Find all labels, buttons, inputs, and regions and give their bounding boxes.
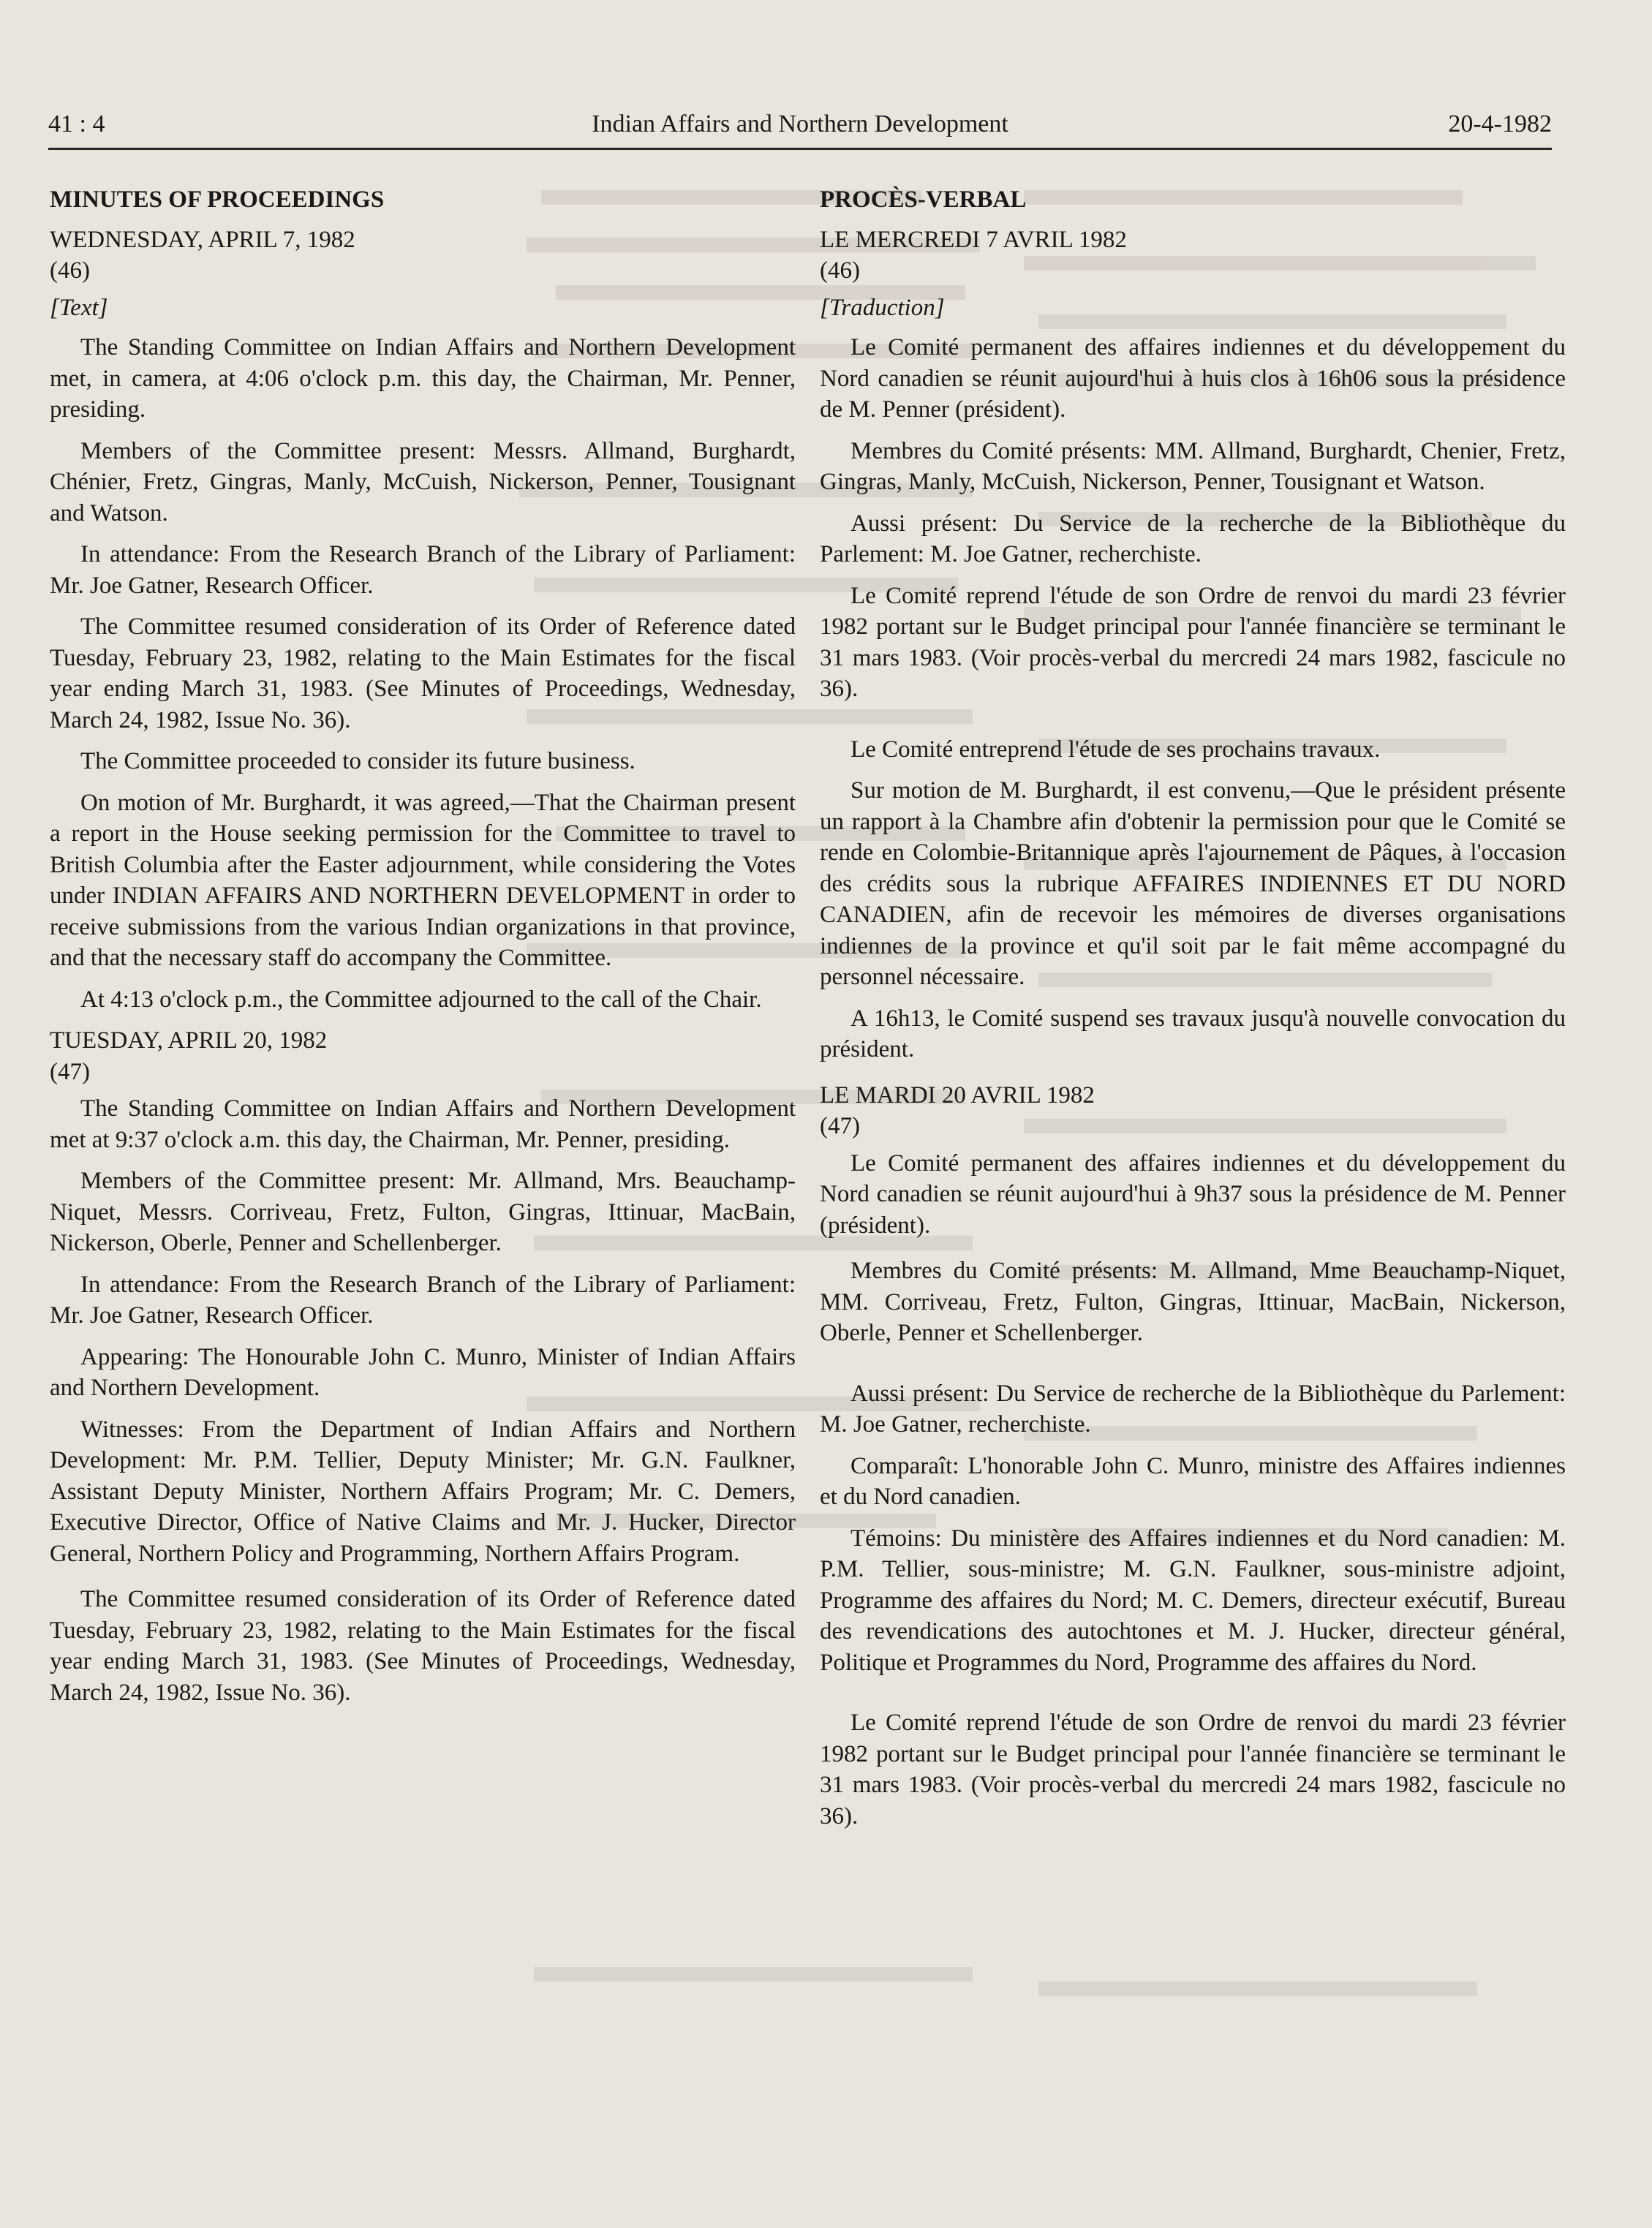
members-present: Members of the Committee present: Mr. Allmand, Mrs. Beauchamp-Niquet, Messrs. Corriveau, Fretz, Fulton, Gingras, Ittinuar, MacBain, Nickerson, Oberle, Penner and Schellenberger.	[50, 1168, 796, 1256]
order-of-reference-paragraph: The Committee resumed consideration of its Order of Reference dated Tuesday, February 23, 1982, relating to the Main Estimates for the fiscal year ending March 31, 1983. (See Minutes of Proceedings, Wednesday, March 24, 1982, Issue No. 36).	[50, 613, 796, 733]
sitting-date: WEDNESDAY, APRIL 7, 1982	[50, 226, 355, 253]
adjournment-paragraph: At 4:13 o'clock p.m., the Committee adjourned to the call of the Chair.	[80, 986, 762, 1013]
section-heading: PROCÈS-VERBAL	[820, 186, 1027, 213]
sitting-date: TUESDAY, APRIL 20, 1982	[50, 1027, 328, 1054]
witnesses: Witnesses: From the Department of Indian Affairs and Northern Development: Mr. P.M. Tellier, Deputy Minister; Mr. G.N. Faulkner, Assistant Deputy Minister, Northern Affairs Program; Mr. C. Demers, Executive Director, Office of Native Claims and Mr. J. Hucker, Director General, Northern Policy and Programming, Northern Affairs Program.	[50, 1416, 796, 1567]
future-business-paragraph: Le Comité entreprend l'étude de ses prochains travaux.	[850, 736, 1381, 763]
running-title: Indian Affairs and Northern Development	[592, 110, 1008, 137]
text-label: [Traduction]	[820, 294, 945, 321]
future-business-paragraph: The Committee proceeded to consider its future business.	[80, 748, 635, 774]
french-column	[820, 184, 1566, 1842]
meeting-paragraph: The Standing Committee on Indian Affairs and Northern Development met at 9:37 o'clock a.m. this day, the Chairman, Mr. Penner, presiding.	[50, 1095, 796, 1153]
sitting-number: (47)	[50, 1058, 90, 1085]
sitting-number: (46)	[50, 257, 90, 284]
meeting-paragraph: Le Comité permanent des affaires indiennes et du développement du Nord canadien se réunit aujourd'hui à 9h37 sous la présidence de M. Penner (président).	[820, 1149, 1566, 1239]
sitting-date: LE MERCREDI 7 AVRIL 1982	[820, 226, 1127, 253]
english-column	[50, 184, 796, 1718]
sitting-number: (47)	[820, 1113, 860, 1139]
motion-paragraph: Sur motion de M. Burghardt, il est convenu,—Que le président présente un rapport à la Chambre afin d'obtenir la permission pour que le Comité se rende en Colombie-Britannique après l'ajournement de Pâques, à l'occasion des crédits sous la rubrique AFFAIRES INDIENNES ET DU NORD CANADIEN, afin de recevoir les mémoires de diverses organisations indiennes de la province et qu'il soit par le fait même accompagné du personnel nécessaire.	[820, 777, 1566, 990]
adjournment-paragraph: A 16h13, le Comité suspend ses travaux jusqu'à nouvelle convocation du président.	[820, 1005, 1566, 1062]
section-heading: MINUTES OF PROCEEDINGS	[50, 186, 385, 213]
witnesses: Témoins: Du ministère des Affaires indiennes et du Nord canadien: M. P.M. Tellier, sous-ministre; M. G.N. Faulkner, sous-ministre adjoint, Programme des affaires du Nord; M. C. Demers, directeur exécutif, Bureau des revendications des autochtones et M. J. Hucker, directeur général, Politique et Programmes du Nord, Programme des affaires du Nord.	[820, 1525, 1566, 1676]
motion-paragraph: On motion of Mr. Burghardt, it was agreed,—That the Chairman present a report in the House seeking permission for the Committee to travel to British Columbia after the Easter adjournment, while considering the Votes under INDIAN AFFAIRS AND NORTHERN DEVELOPMENT in order to receive submissions from the various Indian organizations in that province, and that the necessary staff do accompany the Committee.	[50, 789, 796, 971]
order-of-reference-paragraph: Le Comité reprend l'étude de son Ordre de renvoi du mardi 23 février 1982 portant sur le Budget principal pour l'année financière se terminant le 31 mars 1983. (Voir procès-verbal du mercredi 24 mars 1982, fascicule no 36).	[820, 1710, 1566, 1829]
page-number: 41 : 4	[48, 110, 105, 137]
appearing: Comparaît: L'honorable John C. Munro, ministre des Affaires indiennes et du Nord canadien.	[820, 1452, 1566, 1510]
members-present: Members of the Committee present: Messrs. Allmand, Burghardt, Chénier, Fretz, Gingras, Manly, McCuish, Nickerson, Penner, Tousignant and Watson.	[50, 437, 796, 526]
members-present: Membres du Comité présents: MM. Allmand, Burghardt, Chenier, Fretz, Gingras, Manly, McCuish, Nickerson, Penner, Tousignant et Watson.	[820, 437, 1566, 495]
header-date: 20-4-1982	[1448, 110, 1552, 137]
appearing: Appearing: The Honourable John C. Munro, Minister of Indian Affairs and Northern Development.	[50, 1343, 796, 1401]
order-of-reference-paragraph: Le Comité reprend l'étude de son Ordre de renvoi du mardi 23 février 1982 portant sur le Budget principal pour l'année financière se terminant le 31 mars 1983. (Voir procès-verbal du mercredi 24 mars 1982, fascicule no 36).	[820, 582, 1566, 702]
attendance: In attendance: From the Research Branch of the Library of Parliament: Mr. Joe Gatner, Research Officer.	[50, 541, 796, 599]
meeting-paragraph: Le Comité permanent des affaires indiennes et du développement du Nord canadien se réunit aujourd'hui à huis clos à 16h06 sous la présidence de M. Penner (président).	[820, 334, 1566, 423]
attendance: Aussi présent: Du Service de recherche de la Bibliothèque du Parlement: M. Joe Gatner, recherchiste.	[820, 1380, 1566, 1438]
meeting-paragraph: The Standing Committee on Indian Affairs and Northern Development met, in camera, at 4:06 o'clock p.m. this day, the Chairman, Mr. Penner, presiding.	[50, 334, 796, 423]
attendance: Aussi présent: Du Service de la recherche de la Bibliothèque du Parlement: M. Joe Gatner, recherchiste.	[820, 510, 1566, 567]
attendance: In attendance: From the Research Branch of the Library of Parliament: Mr. Joe Gatner, Research Officer.	[50, 1271, 796, 1329]
order-of-reference-paragraph: The Committee resumed consideration of its Order of Reference dated Tuesday, February 23, 1982, relating to the Main Estimates for the fiscal year ending March 31, 1983. (See Minutes of Proceedings, Wednesday, March 24, 1982, Issue No. 36).	[50, 1586, 796, 1706]
members-present: Membres du Comité présents: M. Allmand, Mme Beauchamp-Niquet, MM. Corriveau, Fretz, Fulton, Gingras, Ittinuar, MacBain, Nickerson, Oberle, Penner et Schellenberger.	[820, 1258, 1566, 1346]
text-label: [Text]	[50, 294, 108, 321]
page-header	[48, 107, 1552, 150]
sitting-date: LE MARDI 20 AVRIL 1982	[820, 1081, 1095, 1109]
sitting-number: (46)	[820, 257, 860, 284]
